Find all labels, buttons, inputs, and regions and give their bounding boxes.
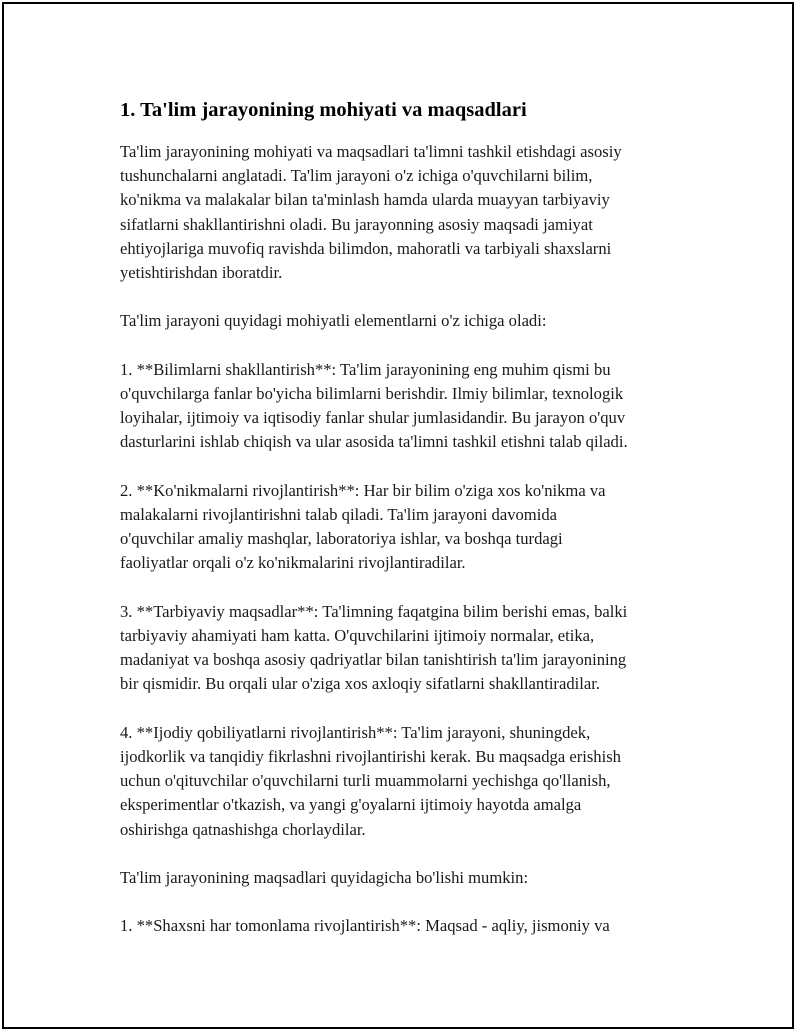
text-line: sifatlarni shakllantirishni oladi. Bu jarayonning asosiy maqsadi jamiyat <box>120 214 593 234</box>
text-line: 3. **Tarbiyaviy maqsadlar**: Ta'limning faqatgina bilim berishi emas, balki <box>120 601 628 621</box>
paragraph <box>120 358 700 455</box>
text-line: ijodkorlik va tanqidiy fikrlashni rivojlantirishi kerak. Bu maqsadga erishish <box>120 747 621 766</box>
text-line: o'quvchilar amaliy mashqlar, laboratoriya ishlar, va boshqa turdagi <box>120 529 563 549</box>
page-frame <box>2 2 794 1029</box>
text-line: loyihalar, ijtimoiy va iqtisodiy fanlar shular jumlasidandir. Bu jarayon o'quv <box>120 408 626 428</box>
document-body <box>120 96 700 963</box>
text-line: Ta'lim jarayoni quyidagi mohiyatli elementlarni o'z ichiga oladi: <box>120 311 547 331</box>
text-line: 4. **Ijodiy qobiliyatlarni rivojlantirish**: Ta'lim jarayoni, shuningdek, <box>120 722 591 742</box>
paragraph <box>120 600 700 697</box>
paragraph <box>120 721 700 842</box>
text-line: Ta'lim jarayonining mohiyati va maqsadlari ta'limni tashkil etishdagi asosiy <box>120 142 622 161</box>
text-line: tushunchalarni anglatadi. Ta'lim jarayoni o'z ichiga o'quvchilarni bilim, <box>120 166 593 186</box>
text-line: faoliyatlar orqali o'z ko'nikmalarini rivojlantiradilar. <box>120 553 466 573</box>
paragraph-list <box>120 140 700 939</box>
text-line: 2. **Ko'nikmalarni rivojlantirish**: Har bir bilim o'ziga xos ko'nikma va <box>120 480 606 500</box>
text-line: malakalarni rivojlantirishni talab qiladi. Ta'lim jarayoni davomida <box>120 505 557 524</box>
text-line: 1. **Bilimlarni shakllantirish**: Ta'lim jarayonining eng muhim qismi bu <box>120 359 611 379</box>
text-line: eksperimentlar o'tkazish, va yangi g'oyalarni ijtimoiy hayotda amalga <box>120 795 582 815</box>
text-line: madaniyat va boshqa asosiy qadriyatlar bilan tanishtirish ta'lim jarayonining <box>120 650 627 670</box>
text-line: bir qismidir. Bu orqali ular o'ziga xos axloqiy sifatlarni shakllantiradilar. <box>120 674 600 694</box>
paragraph <box>120 914 700 938</box>
text-line: yetishtirishdan iboratdir. <box>120 263 283 283</box>
text-line: Ta'lim jarayonining maqsadlari quyidagicha bo'lishi mumkin: <box>120 868 529 887</box>
text-line: tarbiyaviy ahamiyati ham katta. O'quvchilarini ijtimoiy normalar, etika, <box>120 626 595 645</box>
paragraph <box>120 866 700 890</box>
text-line: oshirishga qatnashishga chorlaydilar. <box>120 819 366 839</box>
text-line: ehtiyojlariga muvofiq ravishda bilimdon, mahoratli va tarbiyali shaxslarni <box>120 238 612 258</box>
text-line: dasturlarini ishlab chiqish va ular asosida ta'limni tashkil etishni talab qiladi. <box>120 432 628 452</box>
section-title: 1. Ta'lim jarayonining mohiyati va maqsadlari <box>120 99 527 121</box>
paragraph <box>120 479 700 576</box>
text-line: ko'nikma va malakalar bilan ta'minlash hamda ularda muayyan tarbiyaviy <box>120 190 610 210</box>
paragraph <box>120 140 700 285</box>
text-line: 1. **Shaxsni har tomonlama rivojlantirish**: Maqsad - aqliy, jismoniy va <box>120 916 610 936</box>
text-line: uchun o'qituvchilar o'quvchilarni turli muammolarni yechishga qo'llanish, <box>120 771 611 791</box>
paragraph <box>120 309 700 333</box>
text-line: o'quvchilarga fanlar bo'yicha bilimlarni berishdir. Ilmiy bilimlar, texnologik <box>120 384 624 403</box>
